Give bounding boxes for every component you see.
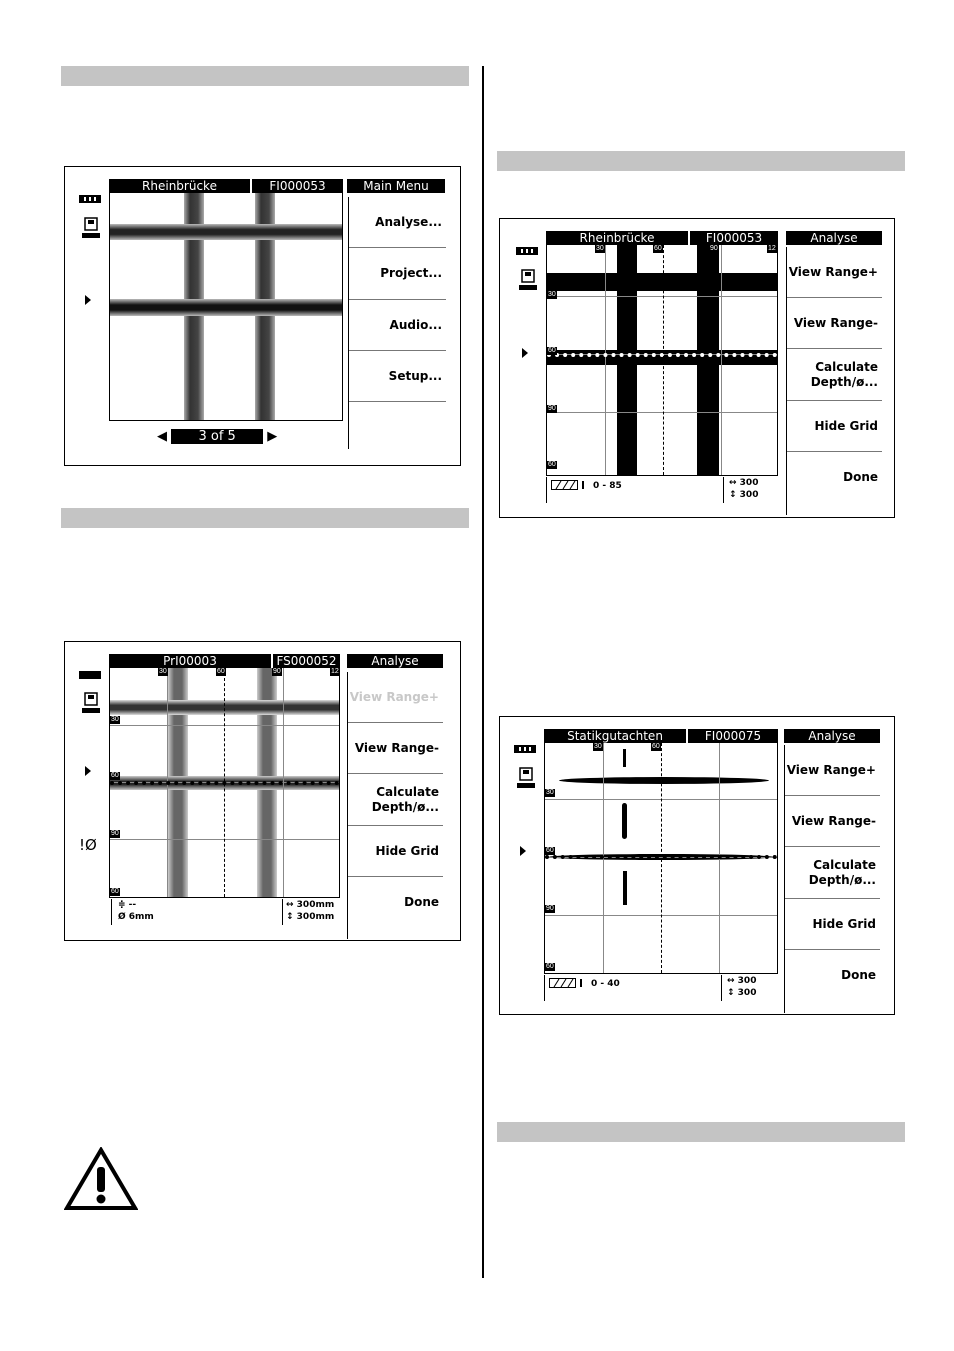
- menu-item-view-range-plus[interactable]: View Range+: [348, 672, 443, 723]
- section-header-bar: [497, 1122, 905, 1142]
- diameter-symbol: !Ø: [79, 836, 97, 854]
- next-page-arrow[interactable]: ▶: [267, 429, 278, 444]
- main-menu: [348, 197, 446, 449]
- menu-item-hide-grid[interactable]: Hide Grid: [348, 826, 443, 877]
- menu-item-analyse[interactable]: Analyse...: [349, 197, 446, 248]
- horizontal-range-readout: ↔ 300mm: [286, 900, 335, 910]
- horizontal-range-readout: ↔ 300: [729, 478, 759, 488]
- previous-page-arrow[interactable]: ◀: [157, 429, 167, 444]
- file-id: FI000075: [686, 729, 778, 743]
- disk-icon: [81, 217, 101, 239]
- menu-item-done[interactable]: Done: [404, 895, 439, 909]
- file-id: FI000053: [688, 231, 778, 245]
- status-bar: [544, 975, 778, 1001]
- page-indicator: 3 of 5: [171, 429, 263, 444]
- menu-item-calculate-depth[interactable]: Calculate Depth/ø...: [348, 774, 443, 826]
- figure-analyse-3: [499, 716, 895, 1015]
- menu-item-view-range-plus[interactable]: View Range+: [787, 247, 882, 298]
- section-header-bar: [61, 508, 469, 528]
- menu-item-project[interactable]: Project...: [349, 248, 446, 300]
- menu-title: Main Menu: [347, 179, 445, 193]
- column-divider: [482, 66, 484, 1278]
- depth-range-readout: 0 - 40: [591, 979, 620, 989]
- warning-icon: [64, 1147, 138, 1211]
- menu-item-view-range-plus[interactable]: View Range+: [785, 745, 880, 796]
- disk-icon: [516, 767, 536, 789]
- status-bar: [111, 899, 341, 925]
- menu-item-calculate-depth[interactable]: Calculate Depth/ø...: [787, 349, 882, 401]
- menu-item-view-range-minus[interactable]: View Range-: [348, 723, 443, 774]
- figure-main-menu: [64, 166, 461, 466]
- file-title: Statikgutachten: [544, 729, 686, 743]
- disk-icon: [518, 269, 538, 291]
- menu-item-hide-grid[interactable]: Hide Grid: [787, 401, 882, 452]
- vertical-range-readout: ↕ 300: [727, 988, 757, 998]
- file-id: FS000052: [271, 654, 340, 668]
- scan-image: 30 60 90 60 30 60 90 12: [109, 668, 340, 898]
- section-header-bar: [61, 66, 469, 86]
- page-navigator: [157, 429, 297, 444]
- menu-item-view-range-minus[interactable]: View Range-: [785, 796, 880, 847]
- status-bar: [546, 477, 778, 503]
- battery-icon: [79, 195, 101, 203]
- menu-item-view-range-minus[interactable]: View Range-: [787, 298, 882, 349]
- menu-item-hide-grid[interactable]: Hide Grid: [785, 899, 880, 950]
- battery-icon: [79, 671, 101, 679]
- cursor-arrow-icon: [520, 846, 526, 856]
- analyse-menu: [786, 247, 882, 515]
- figure-analyse-1: [64, 641, 461, 941]
- battery-icon: [514, 745, 536, 753]
- scan-image: 30 60 90 60 30 60 90 12: [546, 245, 778, 476]
- depth-scale-icon: [551, 480, 587, 490]
- cursor-arrow-icon: [522, 348, 528, 358]
- menu-item-setup[interactable]: Setup...: [349, 351, 446, 402]
- depth-readout: ≑ --: [118, 900, 137, 910]
- vertical-range-readout: ↕ 300: [729, 490, 759, 500]
- menu-item-done[interactable]: Done: [841, 968, 876, 982]
- menu-item-calculate-depth[interactable]: Calculate Depth/ø...: [785, 847, 880, 899]
- battery-icon: [516, 247, 538, 255]
- figure-analyse-2: [499, 218, 895, 518]
- file-title: Rheinbrücke: [546, 231, 688, 245]
- scan-image: 30 60 90 60 30 60: [544, 743, 778, 974]
- menu-title: Analyse: [786, 231, 882, 245]
- menu-title: Analyse: [347, 654, 443, 668]
- file-title: PrI00003: [109, 654, 271, 668]
- menu-title: Analyse: [784, 729, 880, 743]
- diameter-readout: Ø 6mm: [118, 912, 154, 922]
- file-title: Rheinbrücke: [109, 179, 250, 193]
- analyse-menu: [347, 672, 443, 939]
- file-id: FI000053: [250, 179, 343, 193]
- analyse-menu: [784, 745, 880, 1013]
- scan-image: [109, 193, 343, 421]
- disk-icon: [81, 692, 101, 714]
- menu-item-audio[interactable]: Audio...: [349, 300, 446, 351]
- depth-range-readout: 0 - 85: [593, 481, 622, 491]
- section-header-bar: [497, 151, 905, 171]
- cursor-arrow-icon: [85, 295, 91, 305]
- depth-scale-icon: [549, 978, 585, 988]
- vertical-range-readout: ↕ 300mm: [286, 912, 335, 922]
- horizontal-range-readout: ↔ 300: [727, 976, 757, 986]
- menu-item-done[interactable]: Done: [843, 470, 878, 484]
- cursor-arrow-icon: [85, 766, 91, 776]
